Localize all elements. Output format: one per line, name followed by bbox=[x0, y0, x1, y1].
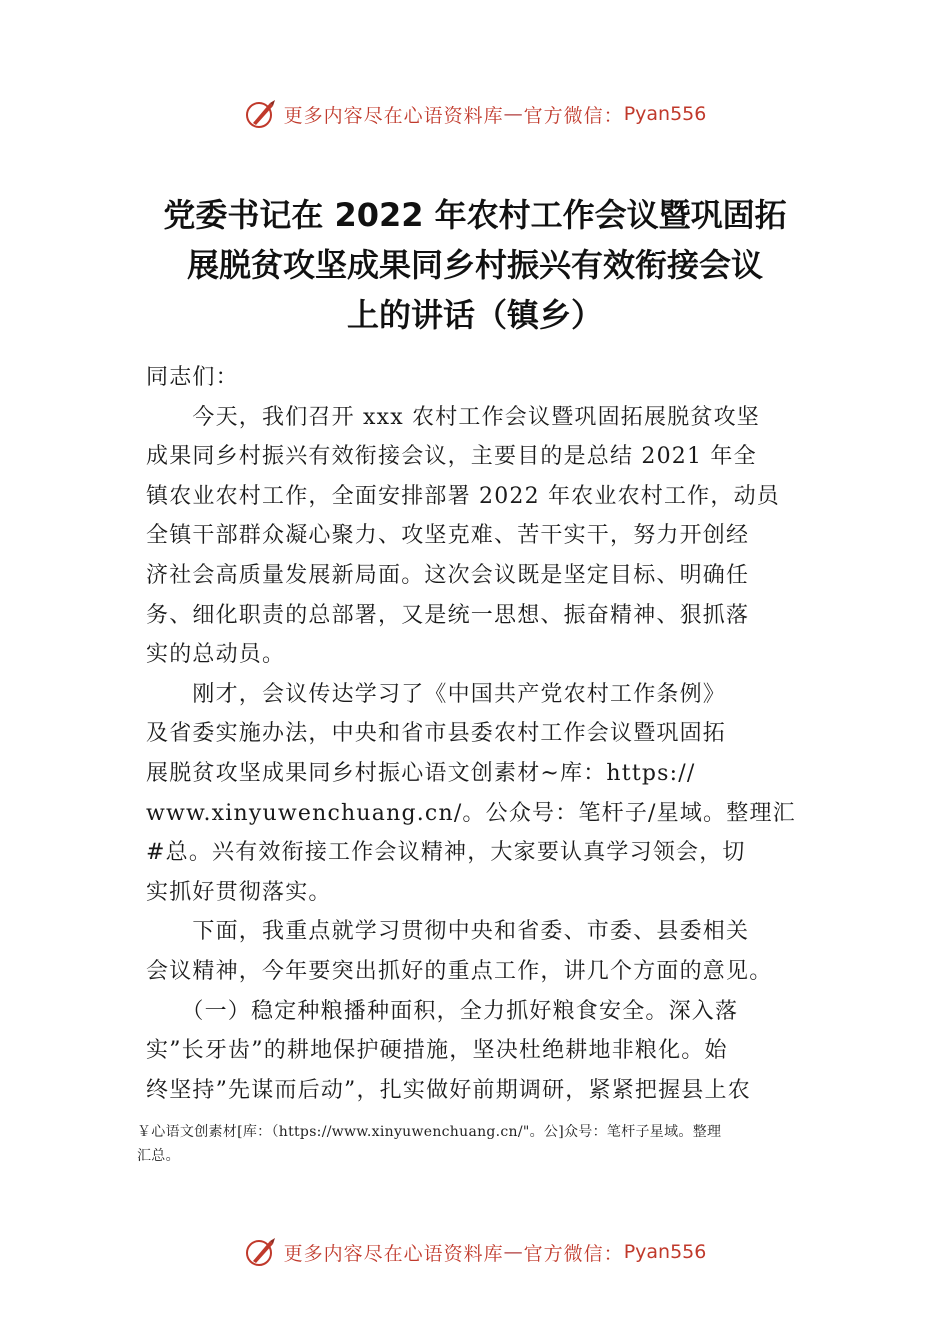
body-line: 成果同乡村振兴有效衔接会议，主要目的是总结 2021 年全 bbox=[146, 444, 757, 470]
body-line: 镇农业农村工作，全面安排部署 2022 年农业农村工作，动员 bbox=[146, 483, 780, 509]
footer-banner bbox=[0, 1232, 950, 1272]
body-line: 会议精神，今年要突出抓好的重点工作，讲几个方面的意见。 bbox=[146, 958, 773, 984]
footnote-line: ￥心语文创素材[库：（https://www.xinyuwenchuang.cn/"。公]众号：笔杆子星域。整理 bbox=[137, 1124, 722, 1140]
body-line: 下面，我重点就学习贯彻中央和省委、市委、县委相关 bbox=[146, 919, 750, 945]
header-wechat-label: 官方微信： bbox=[523, 104, 624, 127]
body-line: 务、细化职责的总部署，又是统一思想、振奋精神、狠抓落 bbox=[146, 602, 750, 628]
greeting: 同志们： bbox=[146, 365, 239, 390]
footer-banner-separator: — bbox=[503, 1241, 524, 1263]
title-line: 党委书记在 2022 年农村工作会议暨巩固拓 bbox=[163, 196, 787, 234]
footer-wechat-id: Pyan556 bbox=[623, 1241, 707, 1263]
header-banner-text: 更多内容尽在心语资料库 bbox=[283, 104, 504, 127]
body-line: 全镇干部群众凝心聚力、攻坚克难、苦干实干，努力开创经 bbox=[146, 523, 750, 549]
body-line: 终坚持”先谋而后动”，扎实做好前期调研，紧紧把握县上农 bbox=[146, 1077, 751, 1103]
footnote-line: 汇总。 bbox=[137, 1148, 180, 1164]
body-line: 及省委实施办法，中央和省市县委农村工作会议暨巩固拓 bbox=[146, 721, 727, 747]
body-line: 实抓好贯彻落实。 bbox=[146, 879, 332, 905]
body-line: （一）稳定种粮播种面积，全力抓好粮食安全。深入落 bbox=[146, 998, 739, 1024]
body-line: 实的总动员。 bbox=[146, 642, 286, 668]
body-line: 刚才，会议传达学习了《中国共产党农村工作条例》 bbox=[146, 681, 727, 707]
header-banner bbox=[0, 94, 950, 134]
body-line: 展脱贫攻坚成果同乡村振心语文创素材~库：https:// bbox=[146, 760, 696, 786]
body-line: 济社会高质量发展新局面。这次会议既是坚定目标、明确任 bbox=[146, 562, 750, 588]
body-line: 实”长牙齿”的耕地保护硬措施，坚决杜绝耕地非粮化。始 bbox=[146, 1038, 728, 1064]
header-banner-separator: — bbox=[503, 103, 524, 125]
body-line: www.xinyuwenchuang.cn/。公众号：笔杆子/星域。整理汇 bbox=[146, 800, 796, 826]
footnote bbox=[137, 1120, 857, 1168]
title-line: 展脱贫攻坚成果同乡村振兴有效衔接会议 bbox=[186, 246, 763, 284]
quill-logo-icon bbox=[244, 1235, 278, 1269]
quill-logo-icon bbox=[244, 97, 278, 131]
document-body bbox=[146, 358, 808, 1110]
title-line: 上的讲话（镇乡） bbox=[346, 296, 603, 334]
footer-banner-text: 更多内容尽在心语资料库 bbox=[283, 1242, 504, 1265]
body-line: #总。兴有效衔接工作会议精神，大家要认真学习领会，切 bbox=[146, 840, 746, 866]
footer-wechat-label: 官方微信： bbox=[523, 1242, 624, 1265]
document-title bbox=[120, 190, 830, 340]
body-line: 今天，我们召开 xxx 农村工作会议暨巩固拓展脱贫攻坚 bbox=[146, 404, 761, 430]
header-wechat-id: Pyan556 bbox=[623, 103, 707, 125]
